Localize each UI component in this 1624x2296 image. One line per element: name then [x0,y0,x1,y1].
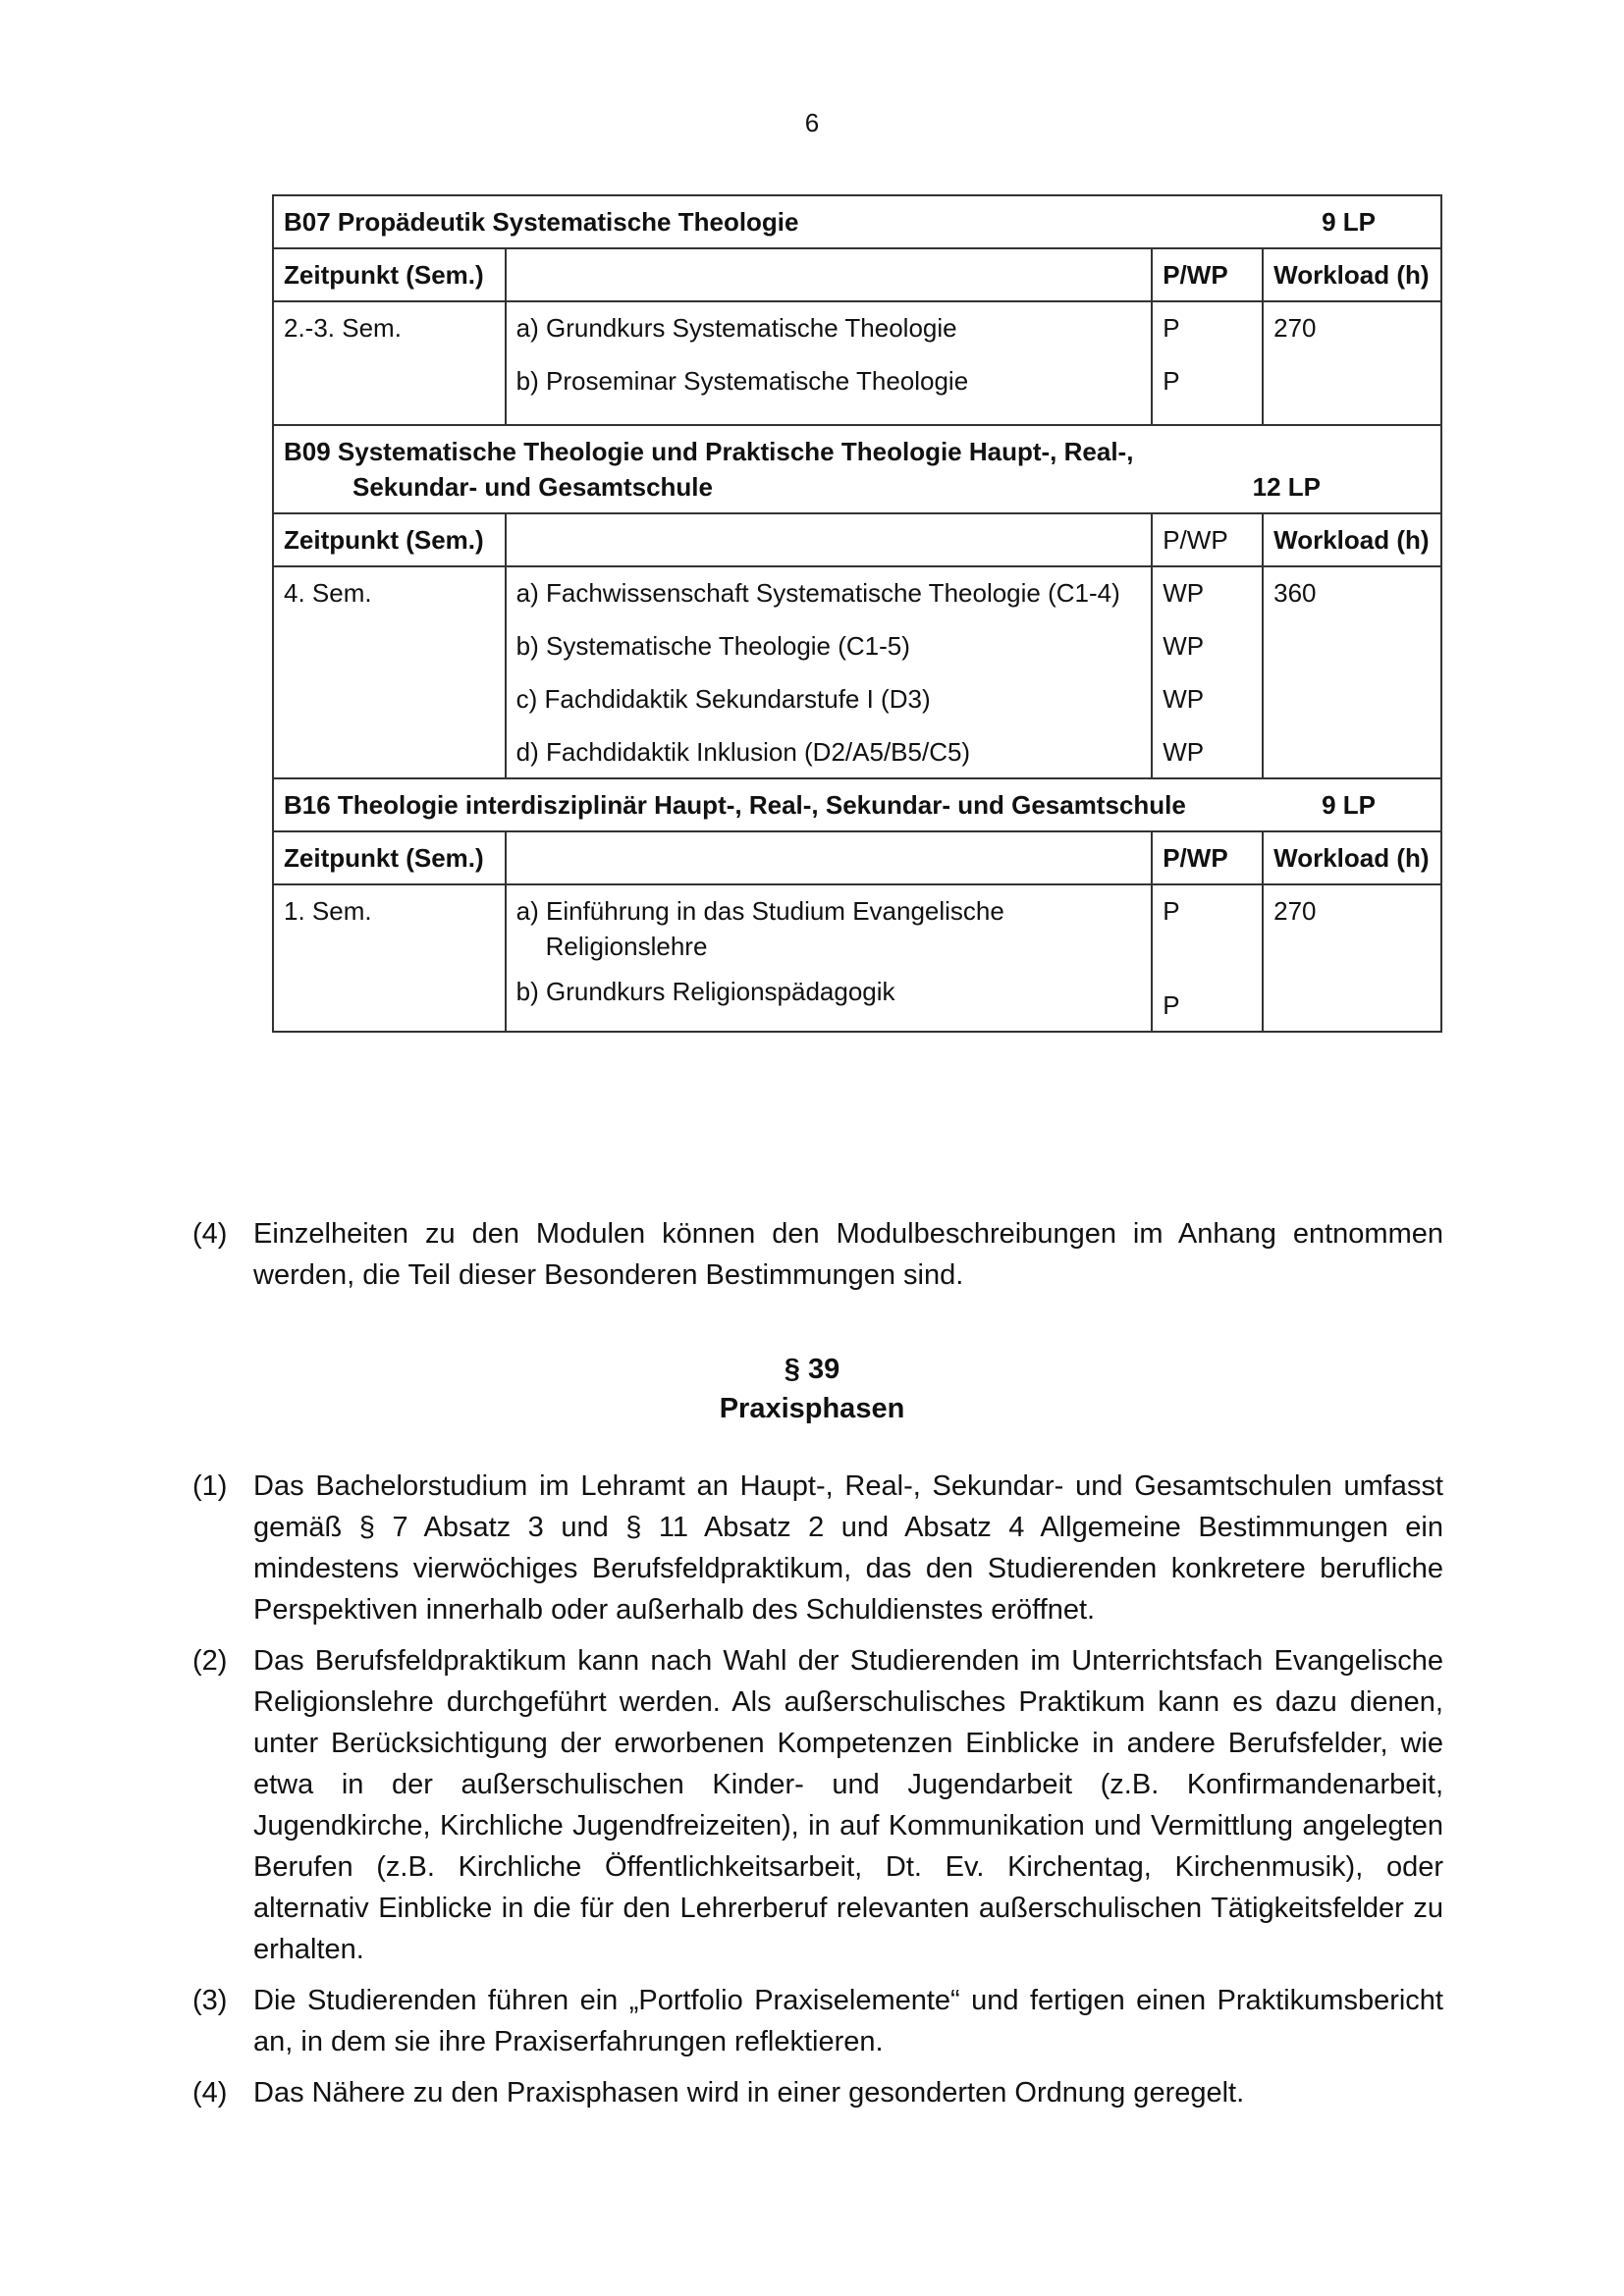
item-label: a) Fachwissenschaft Systematische Theologie (C1-4) [515,578,1120,608]
module-b09-header [273,425,1441,513]
module-lp: 9 LP [1322,207,1376,237]
item-label: d) Fachdidaktik Inklusion (D2/A5/B5/C5) [515,737,971,767]
item-pwp: WP [1163,684,1205,714]
item-label: b) Grundkurs Religionspädagogik [515,977,895,1006]
module-b09-body [273,566,1441,778]
column-header-row [273,831,1441,884]
col-pwp: P/WP [1152,248,1263,301]
section-paragraphs [192,1466,1443,2123]
semester-cell: 2.-3. Sem. [273,301,506,425]
item-label: a) Grundkurs Systematische Theologie [515,313,957,343]
paragraph-1 [192,1466,1443,1630]
workload-cell: 360 [1263,566,1441,778]
paragraph-text: Das Nähere zu den Praxisphasen wird in einer gesonderten Ordnung geregelt. [253,2077,1245,2109]
paragraph-text: Die Studierenden führen ein „Portfolio Praxiselemente“ und fertigen einen Praktikumsbericht an, in dem sie ihre Praxiserfahrungen reflektieren. [253,1985,1443,2057]
col-zeitpunkt: Zeitpunkt (Sem.) [273,831,506,884]
section-number: § 39 [784,1354,840,1385]
col-blank [506,513,1153,566]
semester-cell: 1. Sem. [273,884,506,1032]
paragraph-number: (1) [192,1470,228,1502]
item-label-cont: Religionslehre [545,932,708,961]
workload-cell: 270 [1263,884,1441,1032]
pwp-cell [1152,884,1263,1032]
item-label: b) Systematische Theologie (C1-5) [515,631,910,661]
pwp-cell [1152,301,1263,425]
module-b07-header [273,195,1441,248]
section-title: Praxisphasen [719,1393,905,1424]
col-workload: Workload (h) [1263,248,1441,301]
item-pwp: WP [1163,631,1205,661]
col-workload: Workload (h) [1263,513,1441,566]
column-header-row [273,513,1441,566]
page-number: 6 [804,108,820,137]
paragraph-number: (3) [192,1985,228,2016]
module-b16-body [273,884,1441,1032]
items-cell [506,301,1153,425]
module-title: B07 Propädeutik Systematische Theologie [284,207,799,237]
col-pwp: P/WP [1152,831,1263,884]
col-workload: Workload (h) [1263,831,1441,884]
module-lp: 9 LP [1322,790,1376,820]
pwp-cell [1152,566,1263,778]
col-blank [506,248,1153,301]
item-label: c) Fachdidaktik Sekundarstufe I (D3) [515,684,931,714]
item-pwp: P [1163,313,1180,343]
module-title-line1: B09 Systematische Theologie und Praktische Theologie Haupt-, Real-, [284,437,1134,466]
item-label: b) Proseminar Systematische Theologie [515,366,969,396]
item-pwp: P [1163,896,1180,926]
column-header-row [273,248,1441,301]
paragraph-number: (4) [192,1218,228,1250]
items-cell [506,884,1153,1032]
workload-cell: 270 [1263,301,1441,425]
module-title: B16 Theologie interdisziplinär Haupt-, Real-, Sekundar- und Gesamtschule [284,790,1186,820]
module-b16-header [273,778,1441,831]
paragraph-text: Einzelheiten zu den Modulen können den Modulbeschreibungen im Anhang entnommen werden, die Teil dieser Besonderen Bestimmungen sind. [253,1218,1443,1291]
module-lp: 12 LP [1252,472,1321,502]
col-zeitpunkt: Zeitpunkt (Sem.) [273,513,506,566]
paragraph-2 [192,1640,1443,1970]
module-b07-body [273,301,1441,425]
paragraph-number: (4) [192,2077,228,2109]
item-pwp: P [1163,366,1180,396]
paragraph-3 [192,1980,1443,2062]
module-title-line2: Sekundar- und Gesamtschule [352,472,713,502]
item-label: a) Einführung in das Studium Evangelische [515,896,1004,926]
paragraph-text: Das Berufsfeldpraktikum kann nach Wahl der Studierenden im Unterrichtsfach Evangelische Religionslehre durchgeführt werden. Als außerschulisches Praktikum kann es dazu dienen, unter Berücksichtigung der erworbenen Kompetenzen Einblicke in andere Berufsfelder, wie etwa in der außerschulischen Kinder- und Jugendarbeit (z.B. Konfirmandenarbeit, Jugendkirche, Kirchliche Jugendfreizeiten), in auf Kommunikation und Vermittlung angelegten Berufen (z.B. Kirchliche Öffentlichkeitsarbeit, Dt. Ev. Kirchentag, Kirchenmusik), oder alternativ Einblicke in die für den Lehrerberuf relevanten außerschulischen Tätigkeitsfelder zu erhalten. [253,1645,1443,1965]
paragraph-number: (2) [192,1645,228,1677]
paragraph-4-modules [192,1213,1443,1306]
semester-cell: 4. Sem. [273,566,506,778]
item-pwp: P [1163,990,1180,1020]
paragraph-text: Das Bachelorstudium im Lehramt an Haupt-, Real-, Sekundar- und Gesamtschulen umfasst gemäß § 7 Absatz 3 und § 11 Absatz 2 und Absatz 4 Allgemeine Bestimmungen ein mindestens vierwöchiges Berufsfeldpraktikum, das den Studierenden konkretere berufliche Perspektiven innerhalb oder außerhalb des Schuldienstes eröffnet. [253,1470,1443,1626]
item-pwp: WP [1163,737,1205,767]
item-pwp: WP [1163,578,1205,608]
col-zeitpunkt: Zeitpunkt (Sem.) [273,248,506,301]
module-table [272,194,1442,1033]
paragraph-4 [192,2072,1443,2113]
items-cell [506,566,1153,778]
col-blank [506,831,1153,884]
col-pwp: P/WP [1152,513,1263,566]
